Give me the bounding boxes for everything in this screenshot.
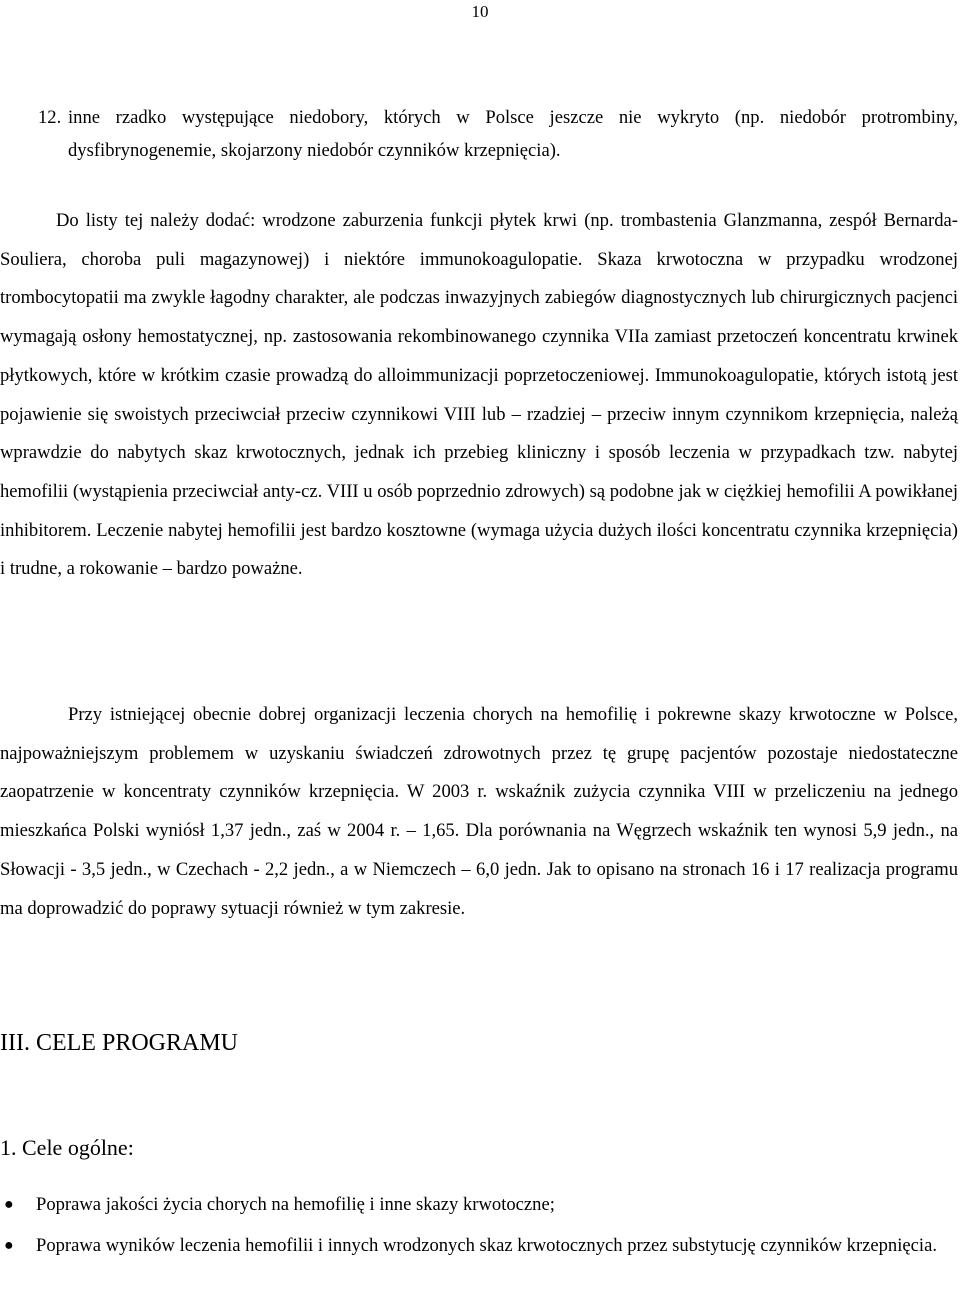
bullet-icon: ●	[4, 1196, 14, 1213]
list-item	[0, 1228, 958, 1264]
list-item-text: inne rzadko występujące niedobory, których w Polsce jeszcze nie wykryto (np. niedobór protrombiny, dysfibrynogenemie, skojarzony niedobór czynników krzepnięcia).	[68, 107, 958, 161]
goals-list	[0, 1187, 958, 1269]
paragraph-supply	[0, 696, 958, 928]
paragraph-text: Przy istniejącej obecnie dobrej organizacji leczenia chorych na hemofilię i pokrewne skazy krwotoczne w Polsce, najpoważniejszym problemem w uzyskaniu świadczeń zdrowotnych przez tę grupę pacjentów pozostaje niedostateczne zaopatrzenie w koncentraty czynników krzepnięcia. W 2003 r. wskaźnik zużycia czynnika VIII w przeliczeniu na jednego mieszkańca Polski wyniósł 1,37 jedn., zaś w 2004 r. – 1,65. Dla porównania na Węgrzech wskaźnik ten wynosi 5,9 jedn., na Słowacji - 3,5 jedn., w Czechach - 2,2 jedn., a w Niemczech – 6,0 jedn. Jak to opisano na stronach 16 i 17 realizacja programu ma doprowadzić do poprawy sytuacji również w tym zakresie.	[0, 704, 958, 919]
page-number: 10	[471, 2, 489, 21]
bullet-text: Poprawa jakości życia chorych na hemofilię i inne skazy krwotoczne;	[36, 1194, 555, 1215]
bullet-icon: ●	[4, 1237, 14, 1254]
bullet-text: Poprawa wyników leczenia hemofilii i innych wrodzonych skaz krwotocznych przez substytucję czynników krzepnięcia.	[36, 1235, 937, 1256]
list-item	[0, 1187, 958, 1223]
list-item-12	[0, 101, 958, 167]
section-heading: III. CELE PROGRAMU	[0, 1030, 238, 1056]
sub-heading: 1. Cele ogólne:	[0, 1135, 134, 1160]
paragraph-disorders	[0, 202, 958, 589]
paragraph-text: Do listy tej należy dodać: wrodzone zaburzenia funkcji płytek krwi (np. trombastenia Glanzmanna, zespół Bernarda-Souliera, choroba puli magazynowej) i niektóre immunokoagulopatie. Skaza krwotoczna w przypadku wrodzonej trombocytopatii ma zwykle łagodny charakter, ale podczas inwazyjnych zabiegów diagnostycznych lub chirurgicznych pacjenci wymagają osłony hemostatycznej, np. zastosowania rekombinowanego czynnika VIIa zamiast przetoczeń koncentratu krwinek płytkowych, które w krótkim czasie prowadzą do alloimmunizacji poprzetoczeniowej. Immunokoagulopatie, których istotą jest pojawienie się swoistych przeciwciał przeciw czynnikowi VIII lub – rzadziej – przeciw innym czynnikom krzepnięcia, należą wprawdzie do nabytych skaz krwotocznych, jednak ich przebieg kliniczny i sposób leczenia w przypadkach tzw. nabytej hemofilii (wystąpienia przeciwciał anty-cz. VIII u osób poprzednio zdrowych) są podobne jak w ciężkiej hemofilii A powikłanej inhibitorem. Leczenie nabytej hemofilii jest bardzo kosztowne (wymaga użycia dużych ilości koncentratu czynnika krzepnięcia) i trudne, a rokowanie – bardzo poważne.	[0, 210, 958, 580]
list-item-number: 12.	[38, 107, 62, 128]
